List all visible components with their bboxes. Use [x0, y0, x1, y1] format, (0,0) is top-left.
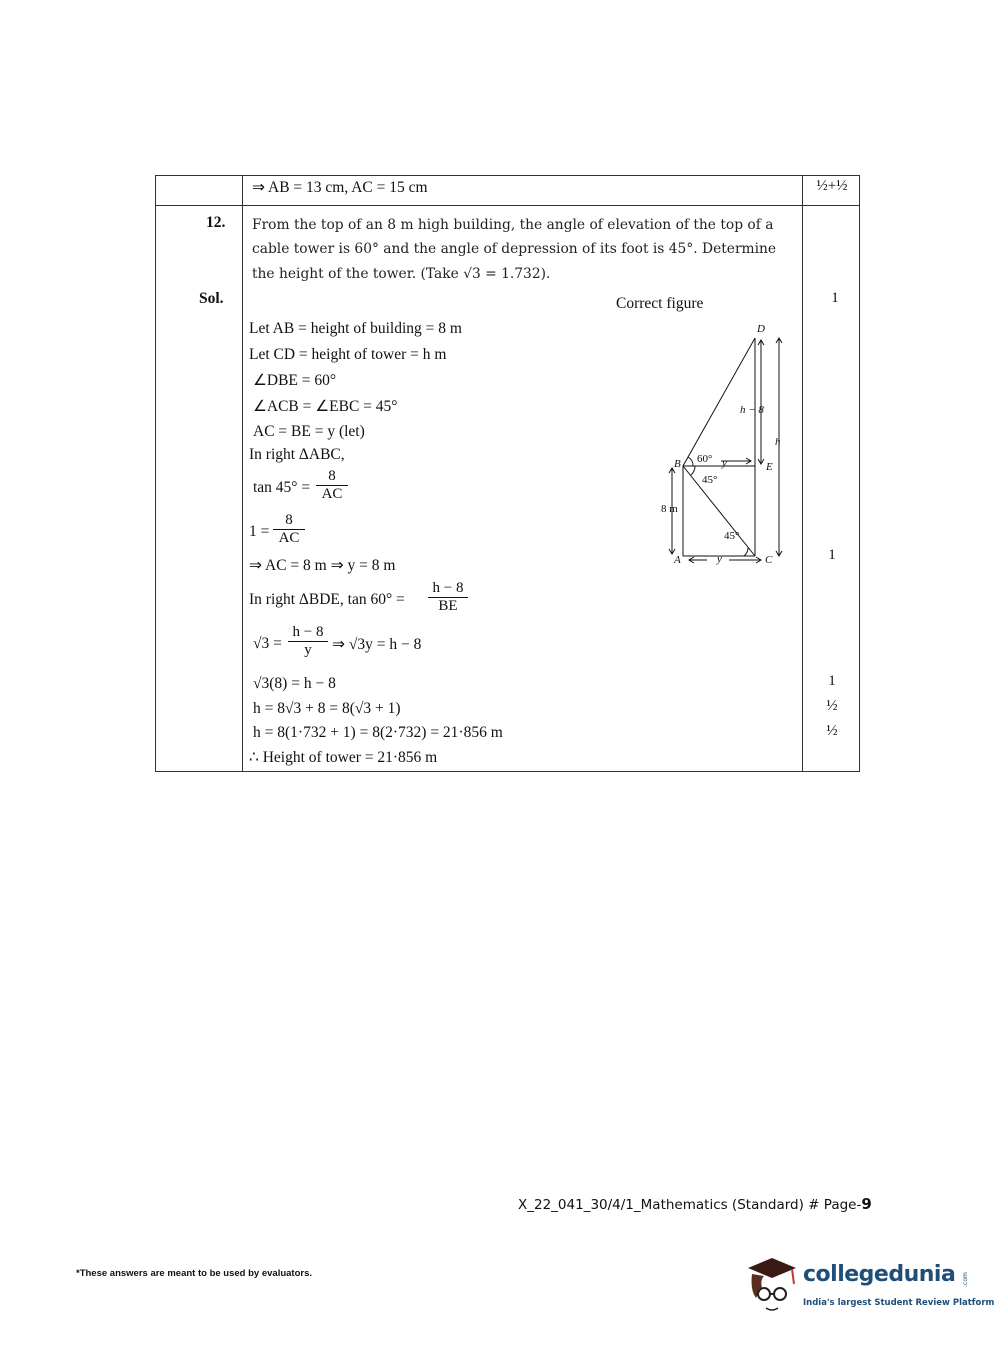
- question-line-3: the height of the tower. (Take √3 = 1.732).: [252, 266, 551, 282]
- solution-label: Sol.: [199, 290, 224, 307]
- label-e: E: [766, 461, 773, 473]
- label-a: A: [674, 554, 681, 566]
- collegedunia-logo-suffix: .com: [961, 1272, 969, 1287]
- figure-caption: Correct figure: [616, 295, 704, 312]
- page-number: 9: [861, 1195, 872, 1213]
- label-b: B: [674, 458, 681, 470]
- question-line-1: From the top of an 8 m high building, the angle of elevation of the top of a: [252, 217, 774, 233]
- label-d: D: [757, 323, 765, 335]
- question-number: 12.: [206, 214, 226, 231]
- bde-numerator: h − 8: [432, 580, 464, 596]
- footer-code-text: X_22_041_30/4/1_Mathematics (Standard) # Page-: [518, 1197, 862, 1213]
- question-line-2: cable tower is 60° and the angle of depression of its foot is 45°. Determine: [252, 241, 777, 257]
- one-lhs: 1 =: [249, 523, 270, 540]
- line-ac-result: ⇒ AC = 8 m ⇒ y = 8 m: [249, 557, 396, 574]
- marks-h-expr: ½: [826, 698, 838, 714]
- label-h-minus-8: h − 8: [740, 404, 764, 416]
- one-numerator: 8: [285, 512, 293, 528]
- sqrt3-fraction: [288, 624, 328, 659]
- bde-fraction: [428, 580, 468, 615]
- line-conclusion: ∴ Height of tower = 21·856 m: [249, 749, 438, 766]
- column-divider-1: [242, 176, 243, 771]
- marks-figure: 1: [831, 290, 839, 306]
- bde-denominator: BE: [428, 597, 468, 615]
- tan45-numerator: 8: [328, 468, 336, 484]
- line-angle-acb: ∠ACB = ∠EBC = 45°: [253, 398, 398, 415]
- label-c: C: [765, 554, 773, 566]
- line-let-ab: Let AB = height of building = 8 m: [249, 320, 462, 337]
- sqrt3-lhs: √3 =: [253, 635, 282, 652]
- label-y-top: y: [722, 457, 727, 469]
- label-eight-m: 8 m: [661, 503, 678, 515]
- label-h: h: [775, 436, 781, 448]
- label-y-bottom: y: [717, 553, 722, 565]
- sqrt3-denominator: y: [288, 641, 328, 659]
- line-of-sight-up: [683, 338, 755, 466]
- sqrt3-rhs: ⇒ √3y = h − 8: [332, 636, 422, 653]
- prev-row-text: ⇒ AB = 13 cm, AC = 15 cm: [252, 179, 428, 196]
- line-of-sight-down: [683, 466, 755, 556]
- line-sqrt3-8: √3(8) = h − 8: [253, 675, 336, 692]
- label-angle-45-bottom: 45°: [724, 530, 740, 542]
- prev-row-marks: ½+½: [816, 178, 848, 194]
- line-ac-be: AC = BE = y (let): [253, 423, 365, 440]
- line-right-bde: In right ΔBDE, tan 60° =: [249, 591, 405, 608]
- angle-60-arc: [688, 457, 693, 466]
- angle-45-arc-top: [691, 466, 695, 475]
- tan45-denominator: AC: [316, 485, 348, 503]
- tan45-fraction: [316, 468, 348, 503]
- row-divider: [156, 205, 859, 206]
- line-right-abc: In right ΔABC,: [249, 446, 345, 463]
- page-footer-code: [518, 1195, 872, 1213]
- line-h-expr: h = 8√3 + 8 = 8(√3 + 1): [253, 700, 401, 717]
- collegedunia-logo-text: collegedunia: [803, 1262, 956, 1287]
- line-angle-dbe: ∠DBE = 60°: [253, 372, 337, 389]
- label-angle-45-top: 45°: [702, 474, 718, 486]
- line-h-value: h = 8(1·732 + 1) = 8(2·732) = 21·856 m: [253, 724, 503, 741]
- marks-sqrt3-8: 1: [828, 673, 836, 689]
- one-denominator: AC: [273, 529, 305, 547]
- tan45-lhs: tan 45° =: [253, 479, 311, 496]
- angle-45-arc-bottom: [744, 548, 748, 556]
- marks-ac: 1: [828, 547, 836, 563]
- marks-h-value: ½: [826, 723, 838, 739]
- sqrt3-numerator: h − 8: [292, 624, 324, 640]
- collegedunia-tagline: India's largest Student Review Platform: [803, 1298, 995, 1308]
- line-let-cd: Let CD = height of tower = h m: [249, 346, 447, 363]
- collegedunia-mascot-icon: [742, 1250, 802, 1320]
- one-fraction: [273, 512, 305, 547]
- label-angle-60: 60°: [697, 453, 713, 465]
- evaluator-disclaimer: *These answers are meant to be used by evaluators.: [76, 1268, 313, 1279]
